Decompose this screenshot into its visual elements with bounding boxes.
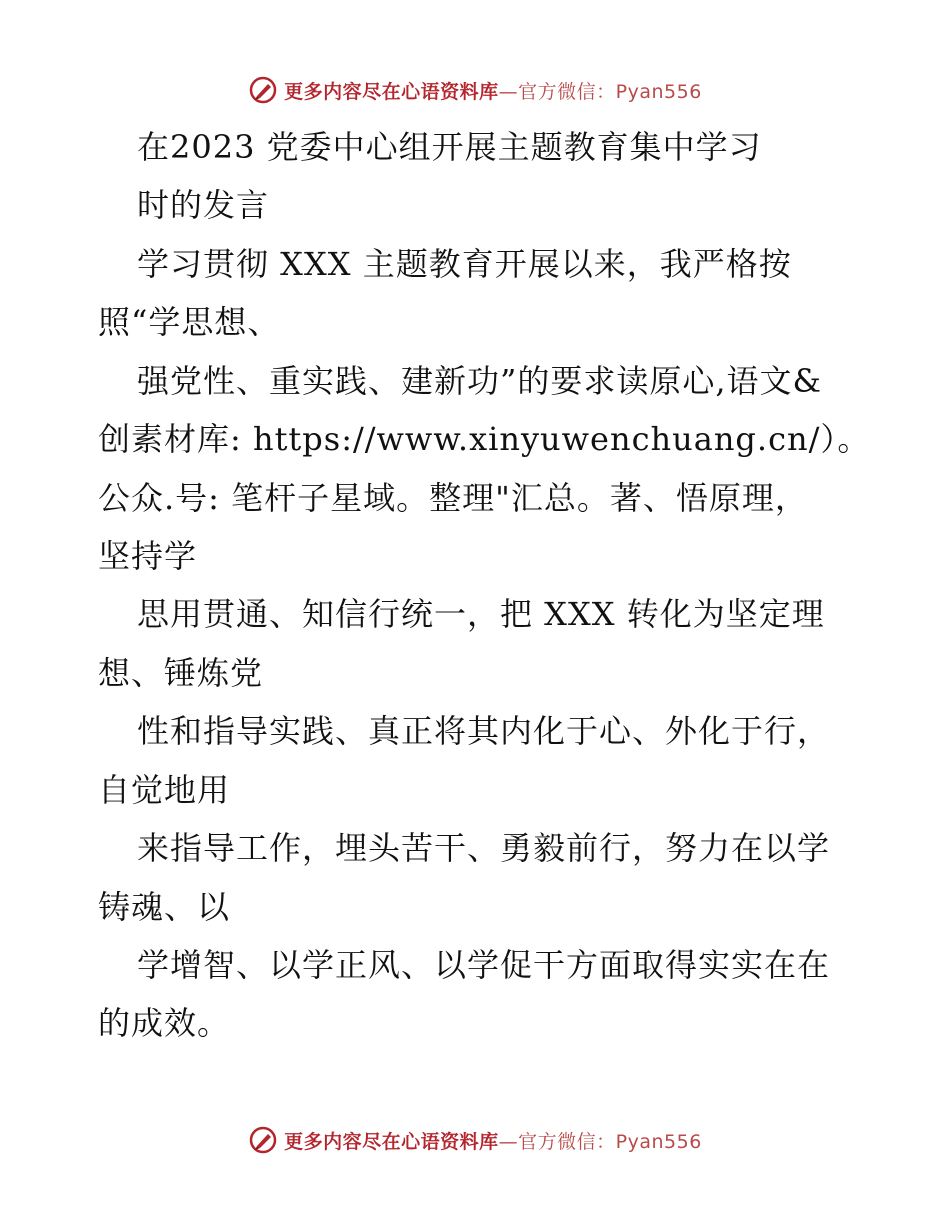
doc-line: 的成效。	[98, 1004, 231, 1042]
doc-line: 创素材库: https://www.xinyuwenchuang.cn/）。	[98, 420, 871, 458]
doc-line: 照“学思想、	[98, 303, 281, 341]
banner-text	[284, 77, 702, 104]
doc-line: 时的发言	[137, 186, 270, 224]
doc-line: 学习贯彻 XXX 主题教育开展以来，我严格按	[137, 245, 792, 283]
banner-text	[284, 1127, 702, 1154]
doc-line: 强党性、重实践、建新功”的要求读原心,语文&	[137, 362, 823, 400]
footer-watermark-banner	[0, 1123, 950, 1157]
doc-line: 铸魂、以	[98, 888, 231, 926]
banner-main-text: 更多内容尽在心语资料库	[284, 80, 499, 103]
header-watermark-banner	[0, 73, 950, 107]
banner-sub-text: —官方微信：Pyan556	[498, 80, 702, 103]
banner-sub-text: —官方微信：Pyan556	[498, 1130, 702, 1153]
doc-line: 性和指导实践、真正将其内化于心、外化于行，	[137, 712, 831, 750]
doc-line: 自觉地用	[98, 771, 231, 809]
pen-logo-icon	[248, 75, 278, 105]
doc-line: 公众.号: 笔杆子星域。整理"汇总。著、悟原理，	[98, 479, 808, 517]
doc-line: 学增智、以学正风、以学促干方面取得实实在在	[137, 946, 831, 984]
doc-line: 来指导工作，埋头苦干、勇毅前行，努力在以学	[137, 829, 831, 867]
doc-line: 想、锤炼党	[98, 654, 264, 692]
doc-line: 思用贯通、知信行统一，把 XXX 转化为坚定理	[137, 595, 825, 633]
pen-logo-icon	[248, 1125, 278, 1155]
doc-line: 在2023 党委中心组开展主题教育集中学习	[137, 128, 762, 166]
banner-main-text: 更多内容尽在心语资料库	[284, 1130, 499, 1153]
doc-line: 坚持学	[98, 537, 198, 575]
